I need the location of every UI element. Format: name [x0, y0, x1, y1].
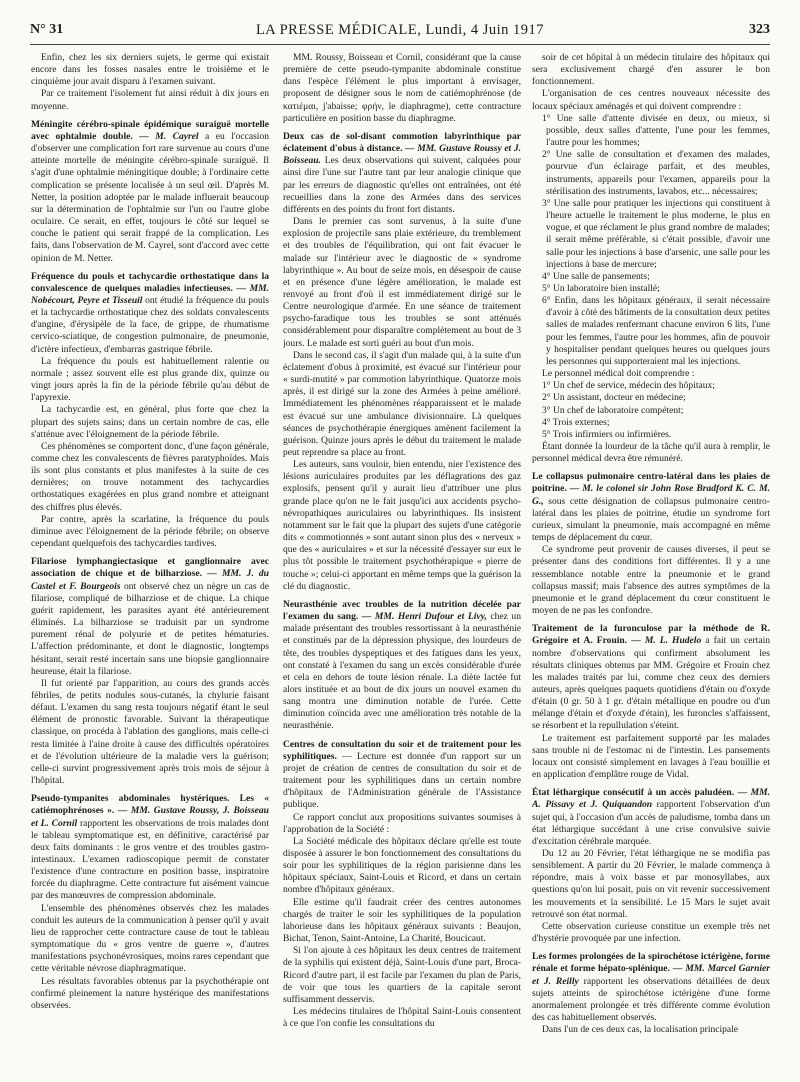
page-number: 323 [749, 22, 770, 37]
article-paragraph [31, 119, 269, 265]
paragraph: Le personnel médical doit comprendre : [542, 368, 695, 380]
paragraph: Le traitement est parfaitement supporté par les malades sans trouble ni de l'estomac ni de l'intestin. Les pansements locaux ont consisté simplement en lavages à l'eau bouillie et en application d'emplâtre rouge de Vidal. [532, 732, 770, 781]
article-heading: Le collapsus pulmonaire centro-latéral dans les plaies de poitrine. [532, 471, 770, 495]
article-paragraph [283, 739, 521, 812]
article-text: rapportent les observations détaillées de deux sujets atteints de spirochétose ictérigène d'une forme anormalement prolongée et très différente comme évolution des cas habituellement observés. [532, 975, 770, 1024]
paragraph: MM. Roussy, Boisseau et Cornil, considérant que la cause première de cette pseudo-tympanite abdominale constitue dans l'espèce l'élément le plus important à envisager, proposent de désigner sous le nom de catiémophrénose (de κατιέμαι, j'abaisse; φρήν, le diaphragme), cette contracture particulière en position basse du diaphragme. [283, 52, 521, 124]
list-item: 5° Trois infirmiers ou infirmières. [542, 428, 672, 440]
paragraph: L'ensemble des phénomènes observés chez les malades conduit les auteurs de la communication à penser qu'il y avait lieu de rapprocher cette contracture cause de tout le tableau symptomatique du « gros ventre de guerre », d'autres manifestations psychonévrosiques, moins rares cependant que cette véritable névrose diaphragmatique. [31, 902, 269, 975]
article-text: ont étudié la fréquence du pouls et la tachycardie orthostatique chez des soldats convalescents d'angine, d'érysipèle de la face, de grippe, de rhumatisme cervico-sciatique, de congestion pulmonaire, de pneumonie, d'ictère infectieux, d'embarras gastrique fébrile. [31, 294, 269, 355]
list-item: 1° Un chef de service, médecin des hôpitaux; [542, 380, 715, 392]
paragraph: Enfin, chez les six derniers sujets, le germe qui existait encore dans les fosses nasales entre le troisième et le cinquième jour avait disparu à l'examen suivant. [31, 52, 269, 88]
paragraph: Ces phénomènes se comportent donc, d'une façon générale, comme chez les convalescents de fièvres paratyphoïdes. Mais ils sont plus constants et plus manifestes à la suite de ces dernières; on trouve notamment des tachycardies orthostatiques exagérées en plus grand nombre et atteignant des chiffres plus élevés. [31, 440, 269, 513]
article-paragraph [31, 793, 269, 902]
paragraph: Par ce traitement l'isolement fut ainsi réduit à dix jours en moyenne. [31, 88, 269, 112]
paragraph: Ce rapport conclut aux propositions suivantes soumises à l'approbation de la Société : [283, 811, 521, 835]
article-heading: Fréquence du pouls et tachycardie orthostatique dans la convalescence de quelques maladies infectieuses. [31, 270, 269, 294]
article-paragraph [532, 951, 770, 1024]
list-item: 4° Trois externes; [542, 416, 610, 428]
article-authors: — MM. Marcel Garnier et J. Reilly [532, 963, 770, 987]
list-item: 3° Un chef de laboratoire compétent; [542, 404, 684, 416]
article-paragraph [532, 787, 770, 848]
article-authors: — M. Cayrel [132, 130, 199, 142]
list-item: 2° Un assistant, docteur en médecine; [542, 392, 686, 404]
article-heading: Neurasthénie avec troubles de la nutrition décelée par l'examen du sang. [283, 598, 521, 623]
list-item: 6° Enfin, dans les hôpitaux généraux, il serait nécessaire d'avoir à côté des bâtiments de la consultation deux petites salles de malades renfermant chacune environ 6 lits, l'une pour les femmes, l'autre pour les hommes, afin de pouvoir y hospitaliser pendant quelques heures ou quelques jours les personnes qui supporteraient mal les injections. [542, 295, 770, 367]
article-heading: État léthargique consécutif à un accès paludéen. [532, 787, 735, 799]
article-heading: Les formes prolongées de la spirochétose ictérigène, forme rénale et forme hépato-splénique. [532, 951, 770, 975]
article-authors: — MM. J. du Castel et F. Bourgeois [31, 568, 269, 592]
article-authors: — MM. Henri Dufour et Livy, [358, 611, 487, 623]
list-item: 2° Une salle de consultation et d'examen des malades, pourvue d'un éclairage parfait, et des meubles, instruments, appareils pour l'examen, appareils pour la stérilisation des instruments, lavabos, etc... nécessaires; [542, 149, 770, 197]
paragraph: Les auteurs, sans vouloir, bien entendu, nier l'existence des lésions auriculaires produites par les déflagrations des gaz explosifs, pensent qu'il y aurait lieu d'attribuer une plus grande place qu'on ne le fait jusqu'ici aux accidents psycho-névropathiques auriculaires ou labyrinthiques. Ils insistent notamment sur le fait que la plupart des sujets d'une catégorie dits « commotionnés » sont autant sinon plus des « nerveux » que des « auriculaires » et sur la nécessité d'essayer sur eux le plus tôt possible le traitement psychothérapique « pierre de touche »; celui-ci apportant en même temps que la guérison la clé du diagnostic. [283, 459, 521, 592]
article-text: chez un malade présentant des troubles ressortissant à la neurasthénie et constitués par de la dépression physique, des lourdeurs de tête, des troubles dyspeptiques et des fatigues dans les yeux, ont constaté à l'examen du sang un excès considérable d'urée et cela en dehors de toute lésion rénale. La diète lactée fut alors instituée et au bout de dix jours un nouvel examen du sang montra une diminution notable de l'urée. Cette diminution coïncida avec une amélioration très notable de la neurasthénie. [283, 611, 521, 732]
paragraph: Cette observation curieuse constitue un exemple très net d'hystérie provoquée par une infection. [532, 920, 770, 945]
article-authors: — MM. A. Pissavy et J. Quiquandon [532, 787, 770, 811]
header-rule [30, 44, 770, 45]
article-authors: — MM. Gustave Roussy, J. Boisseau et L. Cornil [31, 805, 269, 829]
article-paragraph [532, 623, 770, 732]
article-paragraph [31, 271, 269, 356]
article-heading: Centres de consultation du soir et de traitement pour les syphilitiques. [283, 738, 521, 762]
article-text: — Lecture est donnée d'un rapport sur un projet de création de centres de consultation du soir et de traitement pour les syphilitiques dans un certain nombre d'hôpitaux de l'Administration générale de l'Assistance publique. [283, 750, 521, 811]
column-3 [532, 52, 770, 1076]
list-item: 3° Une salle pour pratiquer les injections qui constituent à l'heure actuelle le traitement le plus moderne, le plus en vogue, et que réclament le plus grand nombre de malades; il serait même préférable, si c'était possible, d'avoir une salle pour les injections à base d'arsenic, une salle pour les injections à base de mercure; [542, 197, 770, 270]
article-text: ont observé chez un nègre un cas de filariose, compliqué de bilharziose et de chique. La chique guérit rapidement, les parasites ayant été antérieurement éliminés. La bilharziose se traduisit par un syndrome purement rénal de polyurie et de petites hématuries. L'affection prédominante, et dont le diagnostic, longtemps hésitant, serait resté incertain sans une biopsie ganglionnaire heureuse, était la filariose. [31, 580, 269, 677]
article-heading: Pseudo-tympanites abdominales hystériques. Les « catiémophrénoses ». [31, 793, 269, 817]
journal-title: LA PRESSE MÉDICALE, Lundi, 4 Juin 1917 [255, 22, 545, 38]
article-paragraph [283, 131, 521, 216]
article-authors: — MM. Nobécourt, Peyre et Tisseuil [31, 282, 269, 306]
article-authors: — MM. Gustave Roussy et J. Boisseau. [283, 143, 521, 167]
article-text: a fait un certain nombre d'observations qui confirment absolument les résultats cliniques obtenus par MM. Grégoire et Frouin chez les malades traités par lui, comme chez ceux des derniers auteurs, après quelques paquets quotidiens d'étain ou d'oxyde d'étain (0 gr. 50 à 1 gr. d'étain métallique en poudre ou d'un mélange d'étain et d'oxyde d'étain), les furoncles s'affaissent, se résorbent et la repullulation s'éteint. [532, 635, 770, 732]
paragraph: La Société médicale des hôpitaux déclare qu'elle est toute disposée à assurer le bon fonctionnement des consultations du soir pour les syphilitiques de la région parisienne dans les hôpitaux spéciaux, Saint-Louis et Ricord, et dans un certain nombre d'hôpitaux généraux. [283, 835, 521, 896]
column-1 [31, 52, 269, 1076]
column-2 [283, 52, 521, 1076]
paragraph: soir de cet hôpital à un médecin titulaire des hôpitaux qui sera exclusivement chargé d'en assurer le bon fonctionnement. [532, 52, 770, 88]
issue-number: N° 31 [30, 22, 64, 37]
article-authors: — M. le colonel sir John Rose Bradford K. C. M. G., [532, 483, 770, 507]
paragraph: Dans le premier cas sont survenus, à la suite d'une explosion de projectile sans plaie extérieure, du tremblement et des troubles de l'équilibration, qui ont fait évacuer le malade sur l'intérieur avec le diagnostic de « syndrome labyrinthique ». Au bout de seize mois, en désespoir de cause et en présence d'une légère amélioration, le malade est renvoyé au front d'où il est immédiatement dirigé sur le Centre neurologique d'armée. En une séance de traitement psycho-faradique tous les troubles se sont atténués considérablement pour disparaître complètement au bout de 3 jours. Le malade est sorti guéri au bout d'un mois. [283, 216, 521, 349]
list-item: 1° Une salle d'attente divisée en deux, ou mieux, si possible, deux salles d'attente, l'une pour les femmes, l'autre pour les hommes; [542, 112, 770, 149]
article-text: rapportent les observations de trois malades dont le tableau symptomatique est, en définitive, caractérisé par deux faits dominants : le gros ventre et des troubles gastro-intestinaux. L'examen radioscopique permit de constater l'existence d'une contracture en position basse, inspiratoire forcée du diaphragme. Cette contracture fut aisément vaincue par des manœuvres de compression abdominale. [31, 817, 269, 902]
paragraph: Dans le second cas, il s'agit d'un malade qui, à la suite d'un éclatement d'obus à proximité, est évacué sur l'intérieur pour « surdi-mutité » par commotion labyrinthique. Quatorze mois après, il est dirigé sur la zone des Armées à peine amélioré. Immédiatement les phénomènes réapparaissent et le malade est évacué sur une ambulance divisionnaire. Là quelques séances de psychothérapie énergiques amènent facilement la guérison. Quinze jours après le début du traitement le malade peut reprendre sa place au front. [283, 349, 521, 458]
article-text: Les deux observations qui suivent, calquées pour ainsi dire l'une sur l'autre tant par leur analogie clinique que par les erreurs de diagnostic qu'elles ont entraînées, ont été recueillies dans la zone des Armées dans des services différents en des points du front fort distants. [283, 155, 521, 215]
article-heading: Deux cas de sol-disant commotion labyrinthique par éclatement d'obus à distance. [283, 130, 521, 155]
article-authors: — M. L. Hudelo [627, 635, 702, 647]
paragraph: La tachycardie est, en général, plus forte que chez la plupart des sujets sains; dans un certain nombre de cas, elle s'atténue avec l'éloignement de la période fébrile. [31, 404, 269, 440]
paragraph: La fréquence du pouls est habituellement ralentie ou normale ; assez souvent elle est plus grande dix, quinze ou vingt jours après la fin de la période fébrile qu'au début de l'apyrexie. [31, 355, 269, 404]
paragraph: Ce syndrome peut provenir de causes diverses, il peut se présenter dans des conditions fort différentes. Il y a une ressemblance notable entre la pneumonie et le grand collapsus massif; mais l'absence des autres symptômes de la pneumonie et le grand déplacement du cœur constituent le moyen de ne pas les confondre. [532, 544, 770, 617]
article-heading: Filariose lymphangiectasique et ganglionnaire avec association de chique et de bilharziose. [31, 556, 269, 580]
paragraph: L'organisation de ces centres nouveaux nécessite des locaux spéciaux aménagés et qui doivent comprendre : [532, 88, 770, 112]
paragraph: Il fut orienté par l'apparition, au cours des grands accès fébriles, de petits nodules sous-cutanés, la chylurie faisant défaut. L'examen du sang resta toujours négatif étant le seul élément de pronostic favorable. Suivant la thérapeutique classique, on procéda à l'ablation des ganglions, mais celle-ci resta limitée à l'aine droite à cause des difficultés opératoires et de l'évolution ultérieure de la maladie vers la guérison; celle-ci survint progressivement après trois mois de séjour à l'hôpital. [31, 677, 269, 787]
paragraph: Dans l'un de ces deux cas, la localisation principale [542, 1024, 739, 1036]
paragraph: Si l'on ajoute à ces hôpitaux les deux centres de traitement de la syphilis qui existent déjà, Saint-Louis d'une part, Broca-Ricord d'autre part, il est facile par l'examen du plan de Paris, de voir que tous les quartiers de la capitale seront suffisamment desservis. [283, 945, 521, 1005]
article-text: rapportent l'observation d'un sujet qui, à l'occasion d'un accès de paludisme, tomba dans un état léthargique succédant à une crise convulsive suivie d'excitation cérébrale marquée. [532, 799, 770, 847]
paragraph: Les médecins titulaires de l'hôpital Saint-Louis consentent à ce que l'on confie les consultations du [283, 1006, 521, 1030]
list-item: 5° Un laboratoire bien installé; [542, 282, 660, 294]
article-text: sous cette désignation de collapsus pulmonaire centro-latéral dans les plaies de poitrine, étudie un syndrome fort curieux, simulant la pneumonie, mais accompagné en même temps de déplacement du cœur. [532, 495, 770, 544]
article-heading: Méningite cérébro-spinale épidémique suraiguë mortelle avec ophtalmie double. [31, 118, 269, 142]
paragraph: Les résultats favorables obtenus par la psychothérapie ont confirmé pleinement la nature hystérique des manifestations observées. [31, 975, 269, 1011]
article-paragraph [31, 556, 269, 678]
paragraph: Du 12 au 20 Février, l'état léthargique ne se modifia pas sensiblement. A partir du 20 Février, le malade commença à répondre, mais à voix basse et par monosyllabes, aux questions qu'on lui posait, puis on vit revenir successivement les mouvements et la sensibilité. Le 15 Mars le sujet avait retrouvé son état normal. [532, 848, 770, 920]
article-paragraph [283, 599, 521, 733]
paragraph: Étant donnée la lourdeur de la tâche qu'il aura à remplir, le personnel médical devra être rémunéré. [532, 441, 770, 465]
paragraph: Par contre, après la scarlatine, la fréquence du pouls diminue avec l'éloignement de la période fébrile; on observe cependant quelquefois des tachycardies tardives. [31, 513, 269, 550]
article-heading: Traitement de la furonculose par la méthode de R. Grégoire et A. Frouin. [532, 623, 770, 647]
list-item: 4° Une salle de pansements; [542, 270, 650, 282]
article-paragraph [532, 471, 770, 544]
article-text: a eu l'occasion d'observer une complication fort rare survenue au cours d'une atteinte mortelle de méningite cérébro-spinale suraiguë. Il s'agit d'une ophtalmie méningitique double; à l'ordinaire cette complication se présente localisée à un seul œil. D'après M. Netter, la position adoptée par le malade influerait beaucoup sur la détermination de l'ophtalmie sur l'un ou l'autre globe oculaire. Ce serait, en effet, toujours le côté sur lequel se couche le patient qui serait frappé de la complication. Les faits, dans l'observation de M. Cayrel, sont d'accord avec cette opinion de M. Netter. [31, 130, 269, 264]
page-header [30, 22, 770, 44]
paragraph: Elle estime qu'il faudrait créer des centres autonomes chargés de traiter le soir les syphilitiques de la population laborieuse dans les hôpitaux généraux suivants : Beaujon, Bichat, Tenon, Saint-Antoine, La Charité, Boucicaut. [283, 896, 521, 945]
